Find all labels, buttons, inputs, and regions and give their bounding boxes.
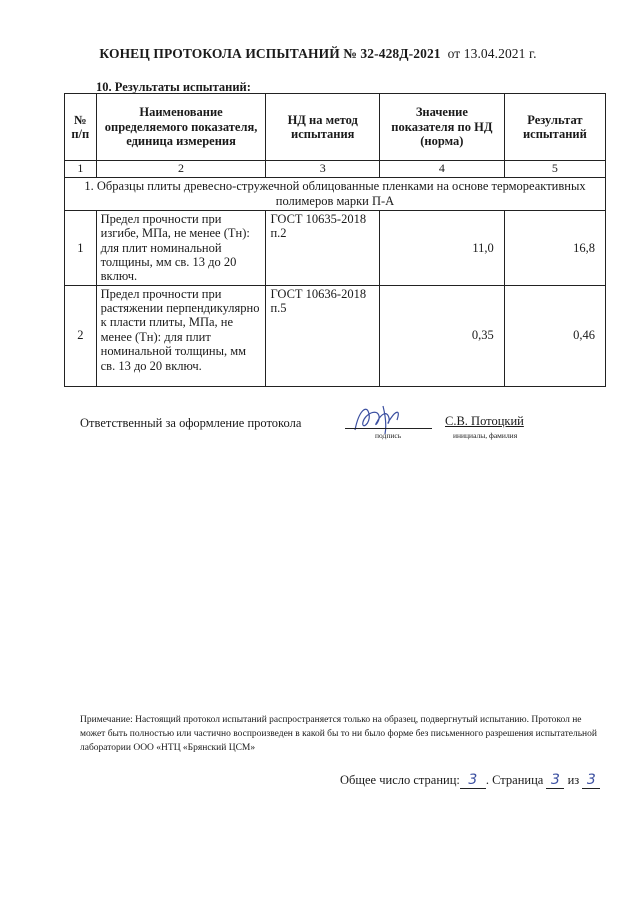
page-count: Общее число страниц: 3 . Страница 3 из 3 [340,772,600,789]
header-norm: Значение показателя по НД (норма) [379,94,504,161]
of-value-field [582,772,600,789]
signature-block [345,400,535,442]
page-value-field [546,772,564,789]
group-title: 1. Образцы плиты древесно-стружечной облицованные пленками на основе термореактивных полимеров марки П-А [65,177,606,210]
of-value: 3 [586,772,596,788]
results-table [64,93,606,387]
document-title [0,46,636,62]
signature-caption: подпись [375,431,402,440]
row-result: 16,8 [504,210,605,285]
total-pages-value: 3 [468,772,478,788]
row-number: 2 [65,285,97,386]
table-row [65,285,606,386]
section-title: 10. Результаты испытаний: [96,80,251,94]
row-norm: 0,35 [379,285,504,386]
row-method: ГОСТ 10636-2018 п.5 [266,285,379,386]
header-number: № п/п [65,94,97,161]
protocol-title: КОНЕЦ ПРОТОКОЛА ИСПЫТАНИЙ № 32-428Д-2021 [99,46,441,61]
row-number: 1 [65,210,97,285]
header-indicator: Наименование определяемого показателя, единица измерения [96,94,266,161]
table-header-row [65,94,606,161]
row-indicator: Предел прочности при изгибе, МПа, не менее (Тн): для плит номинальной толщины, мм св. 13 до 20 включ. [96,210,266,285]
column-number: 1 [65,161,97,178]
column-number: 5 [504,161,605,178]
column-number: 3 [266,161,379,178]
protocol-date: от 13.04.2021 г. [447,46,537,61]
responsible-label: Ответственный за оформление протокола [80,416,302,430]
name-caption: инициалы, фамилия [453,431,518,440]
row-norm: 11,0 [379,210,504,285]
row-result: 0,46 [504,285,605,386]
header-result: Результат испытаний [504,94,605,161]
table-row [65,210,606,285]
header-method: НД на метод испытания [266,94,379,161]
of-label: из [567,773,580,787]
total-pages-value-field [460,772,486,789]
column-number: 4 [379,161,504,178]
group-row [65,177,606,210]
row-indicator: Предел прочности при растяжении перпендикулярно к пласти плиты, МПа, не менее (Тн): для плит номинальной толщины, мм св. 13 до 20 включ. [96,285,266,386]
total-pages-label: Общее число страниц: [340,773,460,787]
footnote: Примечание: Настоящий протокол испытаний распространяется только на образец, подвергнутый испытанию. Протокол не может быть полностью или частично воспроизведен в какой бы то ни было форме без письменного разрешения испытательной лаборатории ООО «НТЦ «Брянский ЦСМ» [80,715,597,753]
column-number-row [65,161,606,178]
signature-line [345,428,432,429]
column-number: 2 [96,161,266,178]
page-value: 3 [550,772,560,788]
row-method: ГОСТ 10635-2018 п.2 [266,210,379,285]
responsible-name: С.В. Потоцкий [445,414,524,428]
page-label: Страница [492,773,544,787]
